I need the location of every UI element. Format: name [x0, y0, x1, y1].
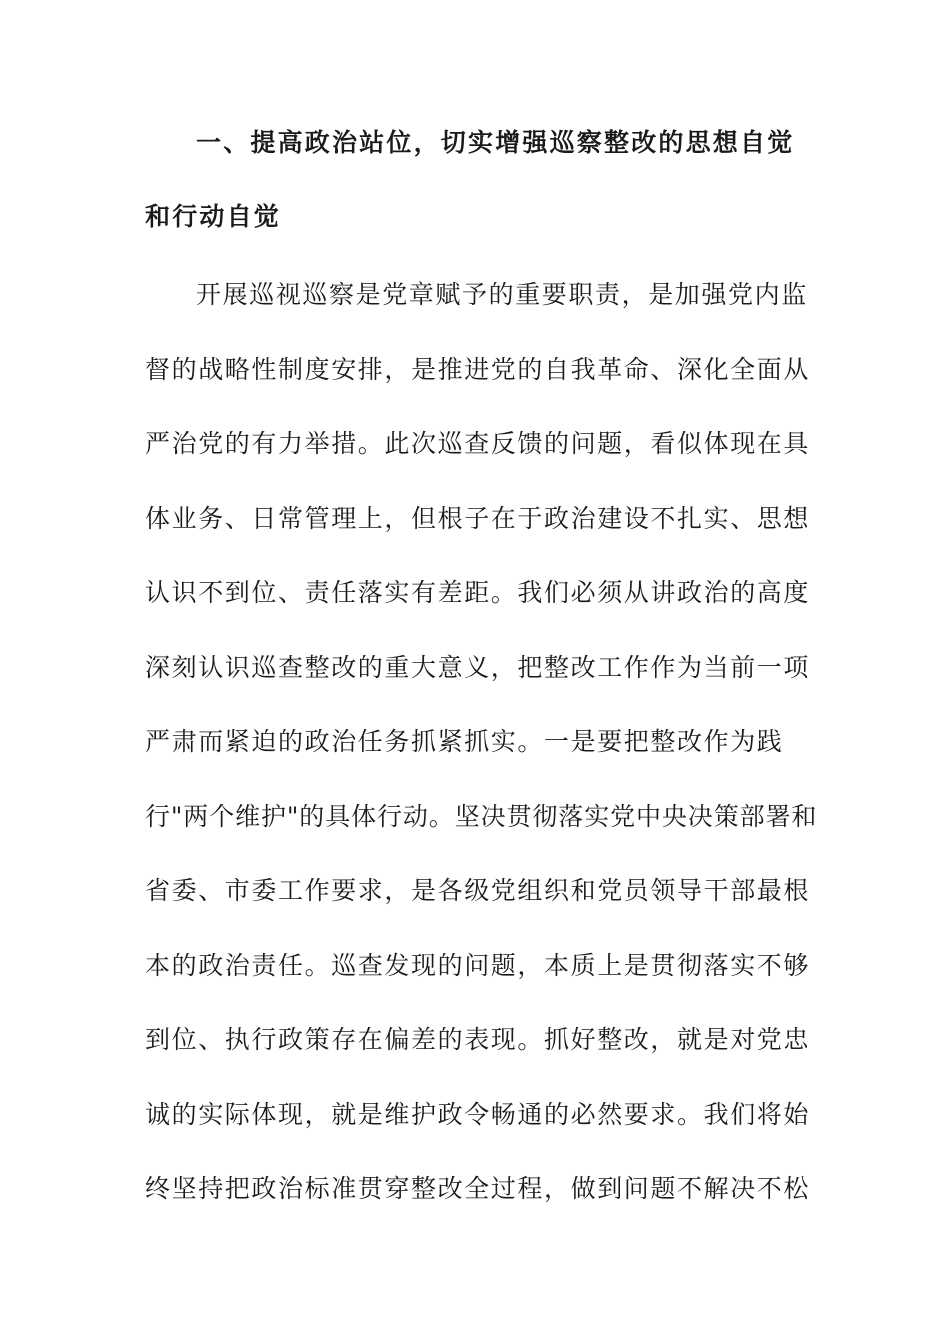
- paragraph-line: 体业务、日常管理上，但根子在于政治建设不扎实、思想: [145, 504, 811, 533]
- paragraph-line: 严治党的有力举措。此次巡查反馈的问题，看似体现在具: [145, 429, 811, 458]
- section-heading-line-1: 一、提高政治站位，切实增强巡察整改的思想自觉: [196, 128, 795, 157]
- paragraph-line: 认识不到位、责任落实有差距。我们必须从讲政治的高度: [145, 578, 811, 607]
- paragraph-line: 开展巡视巡察是党章赋予的重要职责，是加强党内监: [196, 280, 808, 309]
- paragraph-line: 严肃而紧迫的政治任务抓紧抓实。一是要把整改作为践: [145, 727, 784, 756]
- paragraph-line: 诚的实际体现，就是维护政令畅通的必然要求。我们将始: [145, 1100, 811, 1129]
- paragraph-line: 本的政治责任。巡查发现的问题，本质上是贯彻落实不够: [145, 951, 811, 980]
- paragraph-line: 深刻认识巡查整改的重大意义，把整改工作作为当前一项: [145, 653, 811, 682]
- paragraph-line: 终坚持把政治标准贯穿整改全过程，做到问题不解决不松: [145, 1174, 811, 1203]
- paragraph-line: 省委、市委工作要求，是各级党组织和党员领导干部最根: [145, 876, 811, 905]
- paragraph-line: 行"两个维护"的具体行动。坚决贯彻落实党中央决策部署和: [145, 802, 818, 831]
- section-heading-line-2: 和行动自觉: [145, 202, 282, 231]
- paragraph-line: 督的战略性制度安排，是推进党的自我革命、深化全面从: [145, 355, 811, 384]
- paragraph-line: 到位、执行政策存在偏差的表现。抓好整改，就是对党忠: [145, 1025, 811, 1054]
